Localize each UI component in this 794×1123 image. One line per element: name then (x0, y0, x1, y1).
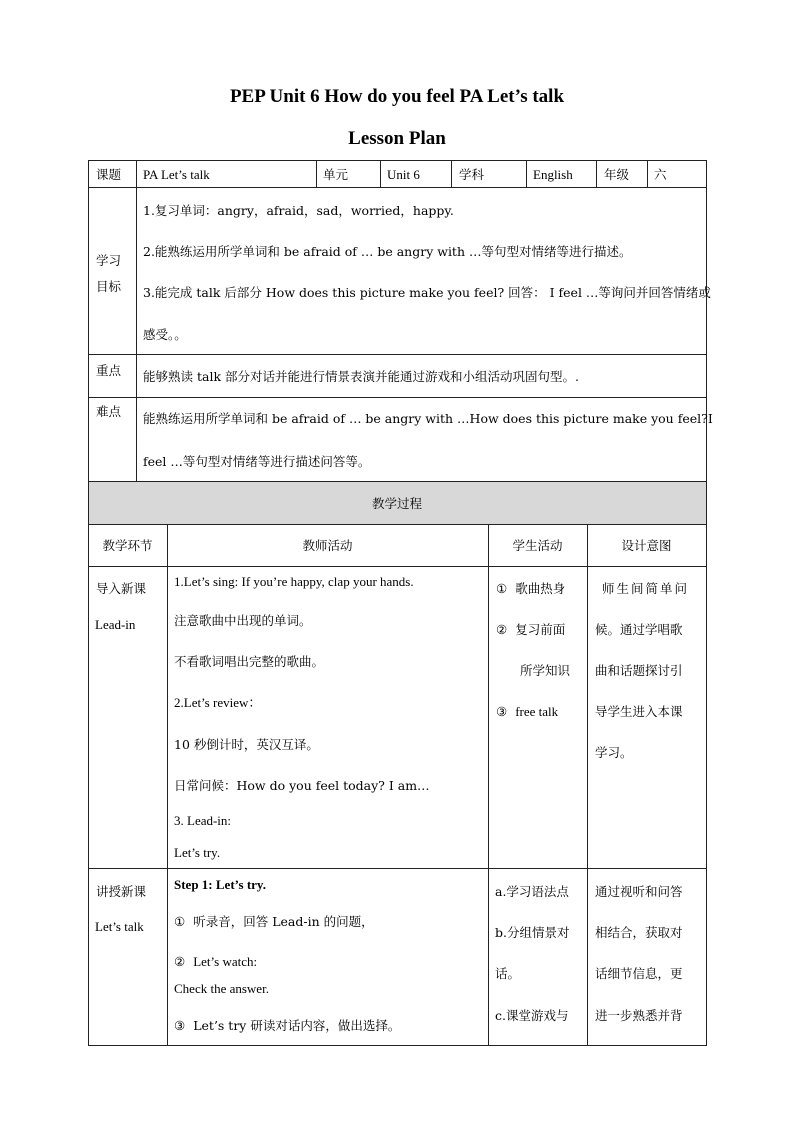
teacher-item: ① 听录音，回答 Lead-in 的问题， (174, 914, 374, 929)
document-title: PEP Unit 6 How do you feel PA Let’s talk (229, 86, 565, 107)
document-subtitle: Lesson Plan (348, 128, 446, 149)
teacher-item: ③ Let’s try 研读对话内容，做出选择。 (174, 1018, 401, 1033)
student-line: b.分组情景对 (495, 925, 570, 940)
objective-item-3-cont: 感受。。 (143, 327, 187, 342)
circled-number-marker: ① (496, 581, 508, 596)
teacher-line: Let’s try. (174, 845, 221, 860)
column-header-intent: 设计意图 (621, 538, 672, 553)
objective-item-2: 2.能熟练运用所学单词和 be afraid of … be angry with …等句型对情绪等进行描述。 (143, 244, 632, 259)
intent-line: 话细节信息，更 (595, 966, 683, 981)
teacher-item: Check the answer. (174, 981, 269, 996)
unit-label: 单元 (323, 167, 349, 182)
circled-number-marker: ③ (174, 1018, 186, 1033)
teacher-line: 1.Let’s sing: If you’re happy, clap your hands. (174, 574, 414, 589)
difficult-points-label: 难点 (96, 404, 122, 419)
intent-line: 曲和话题探讨引 (595, 663, 683, 678)
topic-value: PA Let’s talk (143, 167, 210, 182)
stage-talk-cn: 讲授新课 (96, 884, 147, 899)
teacher-item: ② Let’s watch: (174, 954, 258, 969)
process-header: 教学过程 (371, 496, 422, 511)
column-header-student: 学生活动 (512, 538, 563, 553)
objective-item-1: 1.复习单词：angry，afraid，sad，worried，happy. (143, 203, 454, 218)
intent-line: 候。通过学唱歌 (595, 622, 683, 637)
student-item: ① 歌曲热身 (496, 581, 566, 596)
intent-line: 师生间简单问 (602, 581, 690, 596)
objectives-label-line1: 学习 (96, 253, 122, 268)
circled-number-marker: ① (174, 914, 186, 929)
grade-label: 年级 (604, 167, 630, 182)
stage-lead-in-en: Lead-in (95, 617, 136, 632)
circled-number-marker: ③ (496, 704, 508, 719)
intent-line: 导学生进入本课 (595, 704, 683, 719)
key-points-text: 能够熟读 talk 部分对话并能进行情景表演并能通过游戏和小组活动巩固句型。. (143, 369, 579, 384)
student-line: 话。 (495, 966, 521, 981)
intent-line: 通过视听和问答 (595, 884, 683, 899)
unit-value: Unit 6 (387, 167, 420, 182)
teacher-line: 日常问候：How do you feel today? I am… (174, 778, 430, 793)
objectives-label-line2: 目标 (96, 279, 122, 294)
student-line: a.学习语法点 (495, 884, 569, 899)
student-item: 所学知识 (520, 663, 571, 678)
intent-line: 相结合，获取对 (595, 925, 683, 940)
key-points-label: 重点 (96, 363, 122, 378)
teacher-line: 10 秒倒计时，英汉互译。 (174, 737, 319, 752)
circled-number-marker: ② (174, 954, 186, 969)
grade-value: 六 (654, 167, 667, 182)
teacher-line: 2.Let’s review： (174, 695, 262, 710)
student-item: ② 复习前面 (496, 622, 566, 637)
objective-item-3: 3.能完成 talk 后部分 How does this picture make you feel? 回答： I feel …等询问并回答情绪或 (143, 285, 711, 300)
topic-label: 课题 (96, 167, 122, 182)
teacher-step-title: Step 1: Let’s try. (174, 877, 266, 892)
stage-lead-in-cn: 导入新课 (96, 581, 147, 596)
subject-value: English (533, 167, 573, 182)
subject-label: 学科 (459, 167, 485, 182)
intent-line: 进一步熟悉并背 (595, 1008, 683, 1023)
column-header-stage: 教学环节 (102, 538, 153, 553)
student-item: ③ free talk (496, 704, 559, 719)
teacher-line: 不看歌词唱出完整的歌曲。 (174, 654, 325, 669)
difficult-points-line2: feel …等句型对情绪等进行描述问答等。 (143, 454, 371, 469)
difficult-points-line1: 能熟练运用所学单词和 be afraid of … be angry with …How does this picture make you feel?I (143, 411, 713, 426)
column-header-teacher: 教师活动 (302, 538, 353, 553)
intent-line: 学习。 (595, 745, 633, 760)
teacher-line: 3. Lead-in: (174, 813, 232, 828)
circled-number-marker: ② (496, 622, 508, 637)
student-line: c.课堂游戏与 (495, 1008, 569, 1023)
teacher-line: 注意歌曲中出现的单词。 (174, 613, 312, 628)
stage-talk-en: Let’s talk (95, 919, 144, 934)
